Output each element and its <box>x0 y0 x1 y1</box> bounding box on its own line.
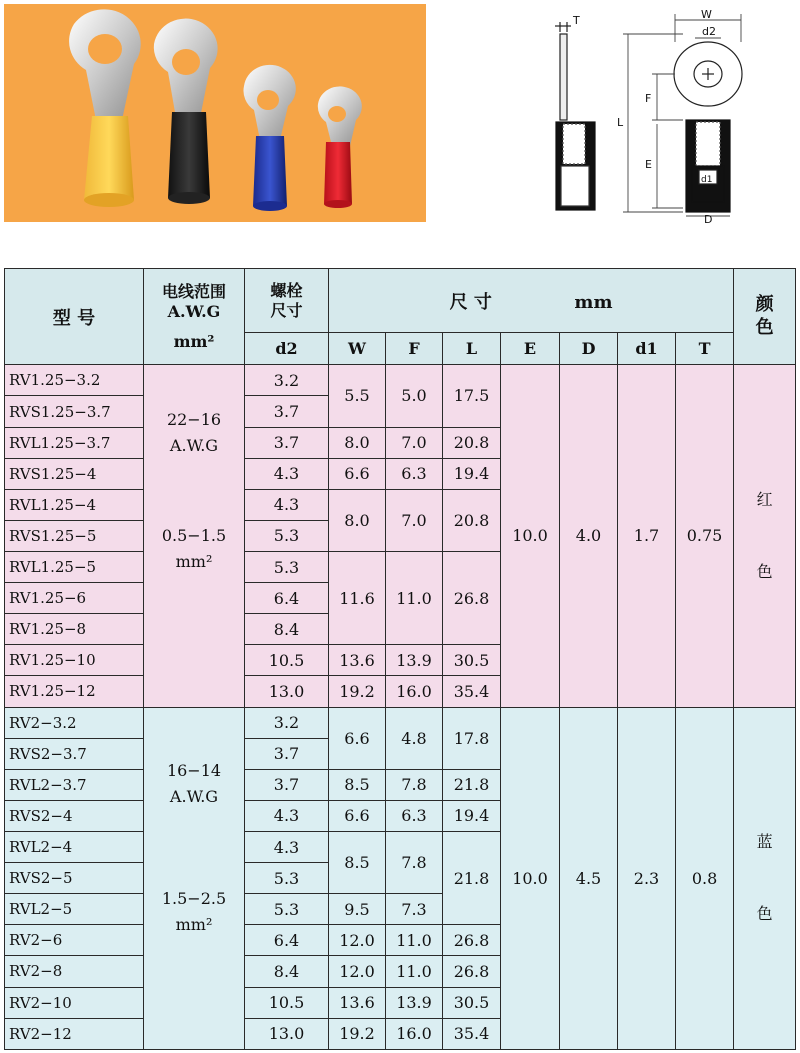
diagram-label-l: L <box>617 116 624 129</box>
model-cell: RV1.25−12 <box>5 676 144 707</box>
awg-label: A.W.G <box>169 435 219 455</box>
header-range-line2: A.W.G <box>167 301 221 321</box>
header-row-1 <box>5 269 796 333</box>
model-cell: RV1.25−6 <box>5 583 144 614</box>
d2-cell: 10.5 <box>245 645 329 676</box>
model-cell: RV2−3.2 <box>5 707 144 738</box>
d2-cell: 5.3 <box>245 552 329 583</box>
header-l: L <box>443 333 501 365</box>
product-photo <box>4 4 426 222</box>
d2-cell: 13.0 <box>245 1018 329 1049</box>
d2-cell: 4.3 <box>245 458 329 489</box>
d2-cell: 4.3 <box>245 831 329 862</box>
w-cell: 12.0 <box>329 925 386 956</box>
model-cell: RVS2−4 <box>5 800 144 831</box>
d2-cell: 13.0 <box>245 676 329 707</box>
side-view <box>555 22 595 210</box>
f-cell: 13.9 <box>386 645 443 676</box>
f-cell: 7.3 <box>386 894 443 925</box>
awg-range: 22−16 <box>166 409 222 429</box>
d2-cell: 5.3 <box>245 520 329 551</box>
ring-terminals-illustration <box>4 4 426 222</box>
w-cell: 8.0 <box>329 427 386 458</box>
header-d1: d1 <box>618 333 676 365</box>
header-d2: d2 <box>245 333 329 365</box>
d2-cell: 3.7 <box>245 738 329 769</box>
header-wire-range <box>144 269 245 365</box>
l-cell: 26.8 <box>443 925 501 956</box>
model-cell: RVS1.25−4 <box>5 458 144 489</box>
f-cell: 13.9 <box>386 987 443 1018</box>
diagram-label-d2: d2 <box>702 25 716 38</box>
f-cell: 11.0 <box>386 956 443 987</box>
w-cell: 5.5 <box>329 365 386 427</box>
diagram-label-f: F <box>645 92 652 105</box>
model-cell: RV1.25−8 <box>5 614 144 645</box>
color-char-1: 红 <box>756 489 773 509</box>
e-cell: 10.0 <box>501 707 560 1049</box>
model-cell: RVL2−3.7 <box>5 769 144 800</box>
model-cell: RVL1.25−5 <box>5 552 144 583</box>
f-cell: 16.0 <box>386 676 443 707</box>
d2-cell: 3.2 <box>245 707 329 738</box>
model-cell: RVL1.25−4 <box>5 489 144 520</box>
table-row <box>5 707 796 738</box>
model-cell: RV2−10 <box>5 987 144 1018</box>
model-cell: RVS1.25−3.7 <box>5 396 144 427</box>
model-cell: RVS1.25−5 <box>5 520 144 551</box>
l-cell: 20.8 <box>443 489 501 551</box>
mm-label: mm² <box>175 551 213 571</box>
diagram-label-t: T <box>573 14 580 27</box>
d-cell: 4.5 <box>560 707 618 1049</box>
d-cell: 4.0 <box>560 365 618 707</box>
l-cell: 26.8 <box>443 956 501 987</box>
f-cell: 7.0 <box>386 427 443 458</box>
l-cell: 19.4 <box>443 458 501 489</box>
w-cell: 19.2 <box>329 1018 386 1049</box>
f-cell: 6.3 <box>386 800 443 831</box>
header-range-line3: mm² <box>173 331 215 351</box>
l-cell: 17.5 <box>443 365 501 427</box>
mm-range: 1.5−2.5 <box>161 889 227 909</box>
l-cell: 17.8 <box>443 707 501 769</box>
header-color-line1: 颜 <box>755 294 774 316</box>
diagram-label-e: E <box>645 158 652 171</box>
header-bolt-size <box>245 269 329 333</box>
d2-cell: 3.7 <box>245 396 329 427</box>
header-dimensions <box>329 269 734 333</box>
w-cell: 9.5 <box>329 894 386 925</box>
f-cell: 7.8 <box>386 831 443 893</box>
l-cell: 30.5 <box>443 645 501 676</box>
header-model: 型 号 <box>5 269 144 365</box>
f-cell: 7.0 <box>386 489 443 551</box>
l-cell: 30.5 <box>443 987 501 1018</box>
w-cell: 12.0 <box>329 956 386 987</box>
t-cell: 0.8 <box>676 707 734 1049</box>
awg-label: A.W.G <box>169 787 219 807</box>
header-d: D <box>560 333 618 365</box>
w-cell: 13.6 <box>329 987 386 1018</box>
header-e: E <box>501 333 560 365</box>
red-terminal <box>318 86 362 208</box>
header-t: T <box>676 333 734 365</box>
w-cell: 8.5 <box>329 831 386 893</box>
model-cell: RV1.25−10 <box>5 645 144 676</box>
d2-cell: 5.3 <box>245 863 329 894</box>
yellow-terminal <box>69 9 141 207</box>
header-range-line1: 电线范围 <box>161 281 226 301</box>
d2-cell: 6.4 <box>245 583 329 614</box>
f-cell: 6.3 <box>386 458 443 489</box>
e-cell: 10.0 <box>501 365 560 707</box>
f-cell: 7.8 <box>386 769 443 800</box>
table-row <box>5 365 796 396</box>
w-cell: 11.6 <box>329 552 386 645</box>
black-terminal <box>154 19 218 204</box>
d2-cell: 8.4 <box>245 614 329 645</box>
w-cell: 6.6 <box>329 800 386 831</box>
header-dims-label: 尺 寸 <box>449 291 492 313</box>
d2-cell: 4.3 <box>245 800 329 831</box>
d2-cell: 3.7 <box>245 769 329 800</box>
model-cell: RVL2−4 <box>5 831 144 862</box>
model-cell: RV1.25−3.2 <box>5 365 144 396</box>
header-f: F <box>386 333 443 365</box>
diagram-label-w: W <box>701 8 712 21</box>
model-cell: RVS2−3.7 <box>5 738 144 769</box>
l-cell: 35.4 <box>443 676 501 707</box>
d1-cell: 1.7 <box>618 365 676 707</box>
header-dims-unit: mm <box>574 291 613 313</box>
l-cell: 20.8 <box>443 427 501 458</box>
f-cell: 16.0 <box>386 1018 443 1049</box>
w-cell: 13.6 <box>329 645 386 676</box>
mm-label: mm² <box>175 915 213 935</box>
l-cell: 26.8 <box>443 552 501 645</box>
header-bolt-line2: 尺寸 <box>270 300 303 320</box>
d2-cell: 5.3 <box>245 894 329 925</box>
model-cell: RVL2−5 <box>5 894 144 925</box>
header-color-line2: 色 <box>755 316 774 338</box>
wire-range-cell <box>144 365 245 707</box>
d1-cell: 2.3 <box>618 707 676 1049</box>
w-cell: 8.0 <box>329 489 386 551</box>
d2-cell: 10.5 <box>245 987 329 1018</box>
d2-cell: 4.3 <box>245 489 329 520</box>
f-cell: 11.0 <box>386 925 443 956</box>
color-cell <box>734 707 796 1049</box>
wire-range-cell <box>144 707 245 1049</box>
header-bolt-line1: 螺栓 <box>270 280 303 300</box>
header-color <box>734 269 796 365</box>
blue-terminal <box>243 65 295 211</box>
f-cell: 5.0 <box>386 365 443 427</box>
d2-cell: 8.4 <box>245 956 329 987</box>
w-cell: 8.5 <box>329 769 386 800</box>
l-cell: 21.8 <box>443 831 501 924</box>
header-w: W <box>329 333 386 365</box>
t-cell: 0.75 <box>676 365 734 707</box>
model-cell: RV2−6 <box>5 925 144 956</box>
diagram-label-d1: d1 <box>701 175 713 185</box>
w-cell: 19.2 <box>329 676 386 707</box>
l-cell: 35.4 <box>443 1018 501 1049</box>
dimension-diagram <box>443 4 799 226</box>
w-cell: 6.6 <box>329 458 386 489</box>
d2-cell: 6.4 <box>245 925 329 956</box>
f-cell: 4.8 <box>386 707 443 769</box>
color-char-2: 色 <box>756 904 773 924</box>
l-cell: 19.4 <box>443 800 501 831</box>
diagram-label-d: D <box>704 213 713 226</box>
model-cell: RVL1.25−3.7 <box>5 427 144 458</box>
awg-range: 16−14 <box>166 761 222 781</box>
front-view <box>674 42 742 212</box>
d2-cell: 3.2 <box>245 365 329 396</box>
l-cell: 21.8 <box>443 769 501 800</box>
w-cell: 6.6 <box>329 707 386 769</box>
model-cell: RV2−8 <box>5 956 144 987</box>
color-char-1: 蓝 <box>756 832 773 852</box>
model-cell: RVS2−5 <box>5 863 144 894</box>
color-cell <box>734 365 796 707</box>
f-cell: 11.0 <box>386 552 443 645</box>
mm-range: 0.5−1.5 <box>161 525 227 545</box>
spec-table <box>4 268 796 1050</box>
color-char-2: 色 <box>756 561 773 581</box>
model-cell: RV2−12 <box>5 1018 144 1049</box>
d2-cell: 3.7 <box>245 427 329 458</box>
